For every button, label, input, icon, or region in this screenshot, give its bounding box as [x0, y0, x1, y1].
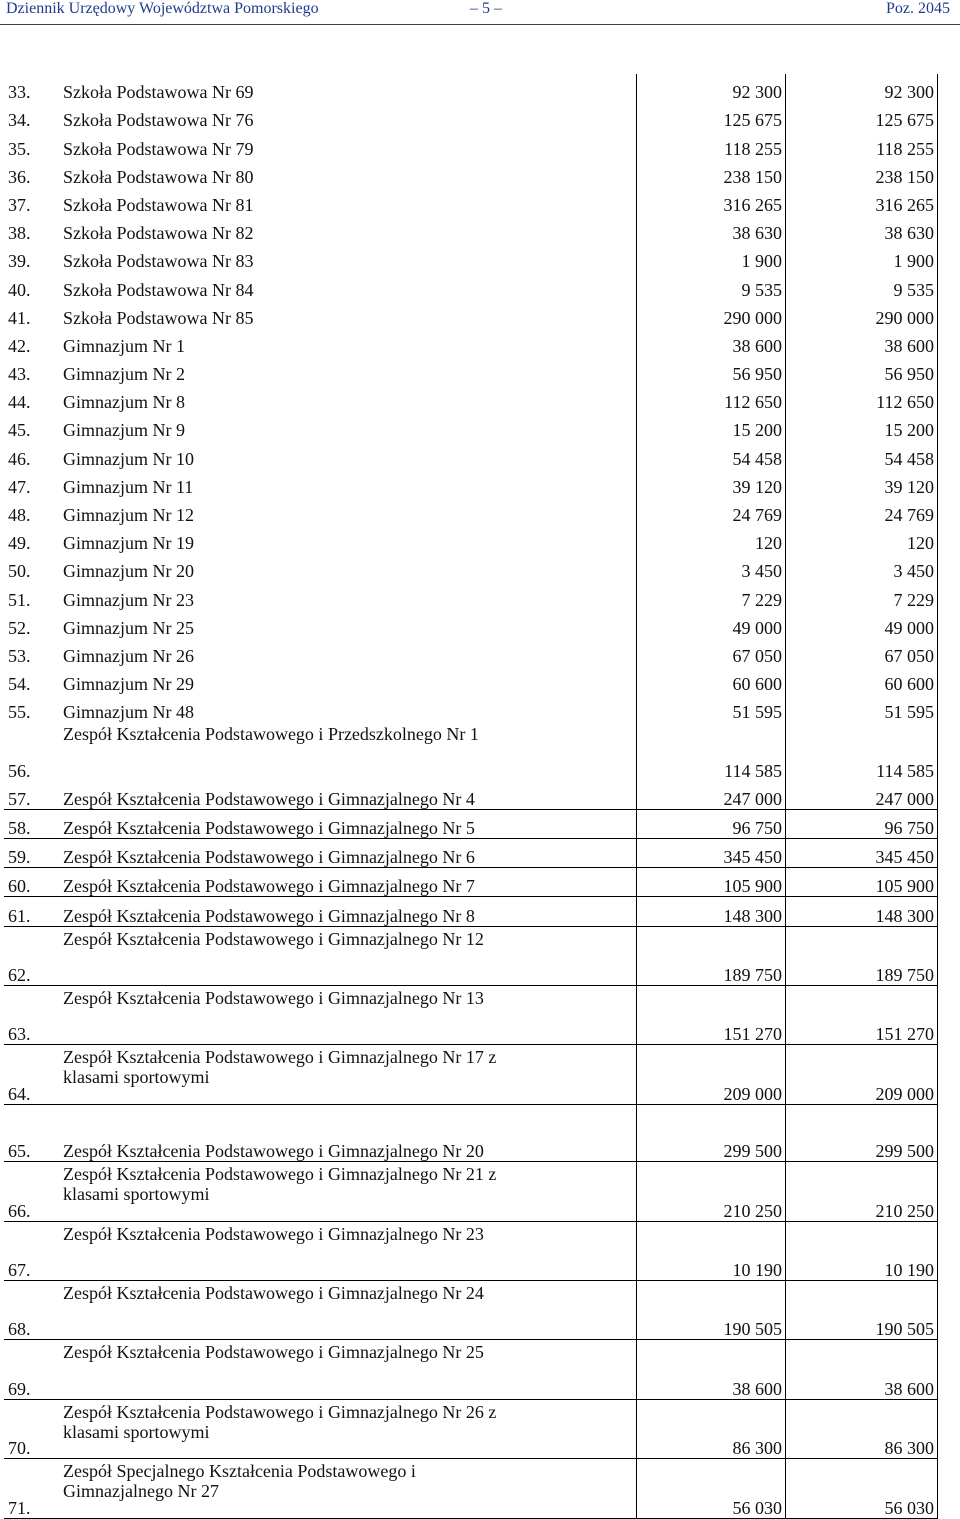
row-name: Zespół Kształcenia Podstawowego i Gimnazjalnego Nr 23 — [60, 1221, 637, 1280]
table-row — [5, 130, 938, 158]
row-name: Gimnazjum Nr 11 — [60, 469, 637, 497]
table-row — [5, 440, 938, 468]
row-name: Gimnazjum Nr 20 — [60, 553, 637, 581]
row-name: Szkoła Podstawowa Nr 81 — [60, 187, 637, 215]
row-number: 64. — [5, 1045, 60, 1104]
table-row — [5, 1045, 938, 1104]
row-name: Zespół Kształcenia Podstawowego i Gimnazjalnego Nr 20 — [60, 1104, 637, 1161]
row-name — [60, 1399, 637, 1458]
table-row — [5, 722, 938, 780]
row-value-plan: 151 270 — [637, 986, 786, 1045]
row-name-line1: Zespół Kształcenia Podstawowego i Gimnazjalnego Nr 26 z — [63, 1401, 497, 1422]
row-name: Szkoła Podstawowa Nr 83 — [60, 243, 637, 271]
row-value-plan: 92 300 — [637, 74, 786, 102]
row-value-final: 24 769 — [786, 497, 938, 525]
row-number: 50. — [8, 561, 31, 582]
row-value-final: 120 — [786, 525, 938, 553]
row-number: 45. — [8, 420, 31, 441]
table-row — [5, 638, 938, 666]
row-value-final: 49 000 — [786, 610, 938, 638]
table-row — [5, 215, 938, 243]
row-number: 51. — [8, 589, 31, 610]
row-value-final: 38 630 — [786, 215, 938, 243]
row-value-plan: 345 450 — [637, 839, 786, 868]
row-value-plan: 24 769 — [637, 497, 786, 525]
row-value-final: 51 595 — [786, 694, 938, 722]
row-name — [60, 1162, 637, 1221]
table-row — [5, 1221, 938, 1280]
row-name — [60, 1045, 637, 1104]
row-value-plan: 86 300 — [637, 1399, 786, 1458]
table-row — [5, 897, 938, 926]
row-number: 67. — [5, 1221, 60, 1280]
table-row — [5, 839, 938, 868]
row-name-line2: klasami sportowymi — [63, 1067, 210, 1088]
row-value-plan: 39 120 — [637, 469, 786, 497]
row-number: 36. — [8, 166, 31, 187]
row-value-plan: 9 535 — [637, 271, 786, 299]
row-value-plan: 38 630 — [637, 215, 786, 243]
row-name — [60, 1459, 637, 1518]
table-row — [5, 300, 938, 328]
row-value-plan: 54 458 — [637, 440, 786, 468]
table-row — [5, 868, 938, 897]
row-value-final: 96 750 — [786, 809, 938, 838]
table-row — [5, 384, 938, 412]
row-name: Gimnazjum Nr 10 — [60, 440, 637, 468]
row-value-plan: 290 000 — [637, 300, 786, 328]
row-value-final: 60 600 — [786, 666, 938, 694]
table-row — [5, 781, 938, 810]
row-name: Szkoła Podstawowa Nr 82 — [60, 215, 637, 243]
table-row — [5, 187, 938, 215]
row-number: 46. — [8, 448, 31, 469]
row-value-plan: 299 500 — [637, 1104, 786, 1161]
table-row — [5, 986, 938, 1045]
row-name-line1: Zespół Kształcenia Podstawowego i Gimnazjalnego Nr 17 z — [63, 1047, 497, 1068]
table-row — [5, 926, 938, 985]
row-name: Gimnazjum Nr 29 — [60, 666, 637, 694]
row-number: 54. — [8, 674, 31, 695]
row-name: Szkoła Podstawowa Nr 79 — [60, 130, 637, 158]
row-value-plan: 118 255 — [637, 130, 786, 158]
row-name: Gimnazjum Nr 1 — [60, 328, 637, 356]
table-row — [5, 1162, 938, 1221]
row-name: Gimnazjum Nr 26 — [60, 638, 637, 666]
row-number: 38. — [8, 223, 31, 244]
row-name: Zespół Kształcenia Podstawowego i Gimnazjalnego Nr 5 — [60, 809, 637, 838]
row-value-plan: 38 600 — [637, 328, 786, 356]
row-value-plan: 49 000 — [637, 610, 786, 638]
row-name: Gimnazjum Nr 19 — [60, 525, 637, 553]
row-value-final: 9 535 — [786, 271, 938, 299]
row-name-line1: Zespół Specjalnego Kształcenia Podstawowego i — [63, 1461, 416, 1482]
row-value-final: 210 250 — [786, 1162, 938, 1221]
table-row — [5, 1280, 938, 1339]
row-value-plan: 38 600 — [637, 1340, 786, 1399]
table-row — [5, 809, 938, 838]
row-value-plan: 105 900 — [637, 868, 786, 897]
row-value-plan: 238 150 — [637, 159, 786, 187]
table-row — [5, 497, 938, 525]
row-value-plan: 190 505 — [637, 1280, 786, 1339]
row-name: Gimnazjum Nr 23 — [60, 581, 637, 609]
budget-table-body — [5, 74, 938, 1518]
table-row — [5, 694, 938, 722]
row-number: 70. — [5, 1399, 60, 1458]
row-value-plan: 209 000 — [637, 1045, 786, 1104]
row-name: Zespół Kształcenia Podstawowego i Gimnazjalnego Nr 4 — [60, 781, 637, 810]
row-value-final: 118 255 — [786, 130, 938, 158]
row-name: Zespół Kształcenia Podstawowego i Gimnazjalnego Nr 12 — [60, 926, 637, 985]
row-name: Zespół Kształcenia Podstawowego i Gimnazjalnego Nr 25 — [60, 1340, 637, 1399]
row-value-plan: 247 000 — [637, 781, 786, 810]
page-header — [0, 0, 960, 20]
row-number: 42. — [8, 335, 31, 356]
row-number: 37. — [8, 194, 31, 215]
row-value-plan: 210 250 — [637, 1162, 786, 1221]
row-value-final: 299 500 — [786, 1104, 938, 1161]
row-value-final: 345 450 — [786, 839, 938, 868]
table-row — [5, 102, 938, 130]
row-value-plan: 114 585 — [637, 722, 786, 780]
table-row — [5, 1399, 938, 1458]
table-row — [5, 1459, 938, 1518]
row-value-plan: 120 — [637, 525, 786, 553]
row-name-line2: Gimnazjalnego Nr 27 — [63, 1481, 219, 1502]
row-value-plan: 67 050 — [637, 638, 786, 666]
row-value-plan: 56 030 — [637, 1459, 786, 1518]
row-number: 60. — [5, 868, 60, 897]
row-value-final: 54 458 — [786, 440, 938, 468]
row-number: 63. — [5, 986, 60, 1045]
journal-title: Dziennik Urzędowy Województwa Pomorskiego — [6, 0, 319, 17]
table-row — [5, 243, 938, 271]
row-number: 40. — [8, 279, 31, 300]
row-number: 49. — [8, 533, 31, 554]
row-value-final: 189 750 — [786, 926, 938, 985]
table-row — [5, 469, 938, 497]
budget-table — [4, 74, 938, 1519]
row-number: 57. — [5, 781, 60, 810]
row-number: 59. — [5, 839, 60, 868]
row-name: Zespół Kształcenia Podstawowego i Gimnazjalnego Nr 6 — [60, 839, 637, 868]
row-name-line2: klasami sportowymi — [63, 1421, 210, 1442]
row-value-final: 209 000 — [786, 1045, 938, 1104]
row-value-final: 114 585 — [786, 722, 938, 780]
row-value-plan: 1 900 — [637, 243, 786, 271]
row-name: Zespół Kształcenia Podstawowego i Gimnazjalnego Nr 24 — [60, 1280, 637, 1339]
row-value-final: 247 000 — [786, 781, 938, 810]
row-value-final: 112 650 — [786, 384, 938, 412]
row-value-plan: 10 190 — [637, 1221, 786, 1280]
table-row — [5, 74, 938, 102]
row-name: Gimnazjum Nr 8 — [60, 384, 637, 412]
row-value-final: 238 150 — [786, 159, 938, 187]
row-number: 68. — [5, 1280, 60, 1339]
table-row — [5, 525, 938, 553]
row-number: 44. — [8, 392, 31, 413]
row-name: Zespół Kształcenia Podstawowego i Gimnazjalnego Nr 7 — [60, 868, 637, 897]
row-value-final: 316 265 — [786, 187, 938, 215]
row-value-final: 67 050 — [786, 638, 938, 666]
row-value-final: 7 229 — [786, 581, 938, 609]
row-value-plan: 148 300 — [637, 897, 786, 926]
table-row — [5, 610, 938, 638]
row-value-final: 15 200 — [786, 412, 938, 440]
row-value-plan: 125 675 — [637, 102, 786, 130]
row-number: 41. — [8, 307, 31, 328]
row-name: Zespół Kształcenia Podstawowego i Przedszkolnego Nr 1 — [60, 722, 637, 780]
row-value-final: 125 675 — [786, 102, 938, 130]
row-name: Gimnazjum Nr 48 — [60, 694, 637, 722]
row-number: 71. — [5, 1459, 60, 1518]
row-name-line2: klasami sportowymi — [63, 1184, 210, 1205]
row-value-final: 39 120 — [786, 469, 938, 497]
row-value-final: 105 900 — [786, 868, 938, 897]
row-value-plan: 60 600 — [637, 666, 786, 694]
row-number: 34. — [8, 110, 31, 131]
table-row — [5, 159, 938, 187]
row-name: Szkoła Podstawowa Nr 84 — [60, 271, 637, 299]
row-name: Zespół Kształcenia Podstawowego i Gimnazjalnego Nr 8 — [60, 897, 637, 926]
row-value-plan: 96 750 — [637, 809, 786, 838]
header-divider — [0, 24, 960, 25]
table-row — [5, 328, 938, 356]
row-number: 66. — [5, 1162, 60, 1221]
row-value-final: 148 300 — [786, 897, 938, 926]
row-number: 52. — [8, 617, 31, 638]
row-value-final: 92 300 — [786, 74, 938, 102]
row-number: 65. — [5, 1104, 60, 1161]
row-value-final: 1 900 — [786, 243, 938, 271]
row-name-line1: Zespół Kształcenia Podstawowego i Gimnazjalnego Nr 21 z — [63, 1164, 497, 1185]
table-row — [5, 581, 938, 609]
row-value-final: 56 030 — [786, 1459, 938, 1518]
row-value-final: 151 270 — [786, 986, 938, 1045]
row-number: 53. — [8, 645, 31, 666]
row-number: 55. — [8, 702, 31, 723]
table-row — [5, 356, 938, 384]
position-number: Poz. 2045 — [886, 0, 950, 17]
row-number: 39. — [8, 251, 31, 272]
row-name: Szkoła Podstawowa Nr 76 — [60, 102, 637, 130]
row-value-final: 56 950 — [786, 356, 938, 384]
row-number: 61. — [5, 897, 60, 926]
row-value-plan: 316 265 — [637, 187, 786, 215]
row-name: Gimnazjum Nr 9 — [60, 412, 637, 440]
row-number: 58. — [5, 809, 60, 838]
row-value-final: 10 190 — [786, 1221, 938, 1280]
row-value-plan: 112 650 — [637, 384, 786, 412]
table-row — [5, 1104, 938, 1161]
row-name: Gimnazjum Nr 25 — [60, 610, 637, 638]
page-number: – 5 – — [470, 0, 502, 17]
row-number: 43. — [8, 364, 31, 385]
row-name: Szkoła Podstawowa Nr 69 — [60, 74, 637, 102]
table-row — [5, 1340, 938, 1399]
row-number: 56. — [8, 760, 31, 781]
row-value-plan: 7 229 — [637, 581, 786, 609]
row-value-final: 190 505 — [786, 1280, 938, 1339]
row-number: 62. — [5, 926, 60, 985]
row-name: Gimnazjum Nr 12 — [60, 497, 637, 525]
row-value-plan: 15 200 — [637, 412, 786, 440]
row-value-final: 3 450 — [786, 553, 938, 581]
row-value-final: 86 300 — [786, 1399, 938, 1458]
row-name: Gimnazjum Nr 2 — [60, 356, 637, 384]
row-value-plan: 3 450 — [637, 553, 786, 581]
table-row — [5, 553, 938, 581]
row-name: Szkoła Podstawowa Nr 85 — [60, 300, 637, 328]
row-number: 35. — [8, 138, 31, 159]
row-value-final: 38 600 — [786, 328, 938, 356]
row-value-plan: 51 595 — [637, 694, 786, 722]
table-row — [5, 271, 938, 299]
table-row — [5, 412, 938, 440]
row-number: 47. — [8, 476, 31, 497]
row-value-final: 290 000 — [786, 300, 938, 328]
row-number: 33. — [8, 82, 31, 103]
row-value-plan: 189 750 — [637, 926, 786, 985]
table-row — [5, 666, 938, 694]
row-value-plan: 56 950 — [637, 356, 786, 384]
row-value-final: 38 600 — [786, 1340, 938, 1399]
row-number: 48. — [8, 505, 31, 525]
row-name: Zespół Kształcenia Podstawowego i Gimnazjalnego Nr 13 — [60, 986, 637, 1045]
row-name: Szkoła Podstawowa Nr 80 — [60, 159, 637, 187]
row-number: 69. — [5, 1340, 60, 1399]
